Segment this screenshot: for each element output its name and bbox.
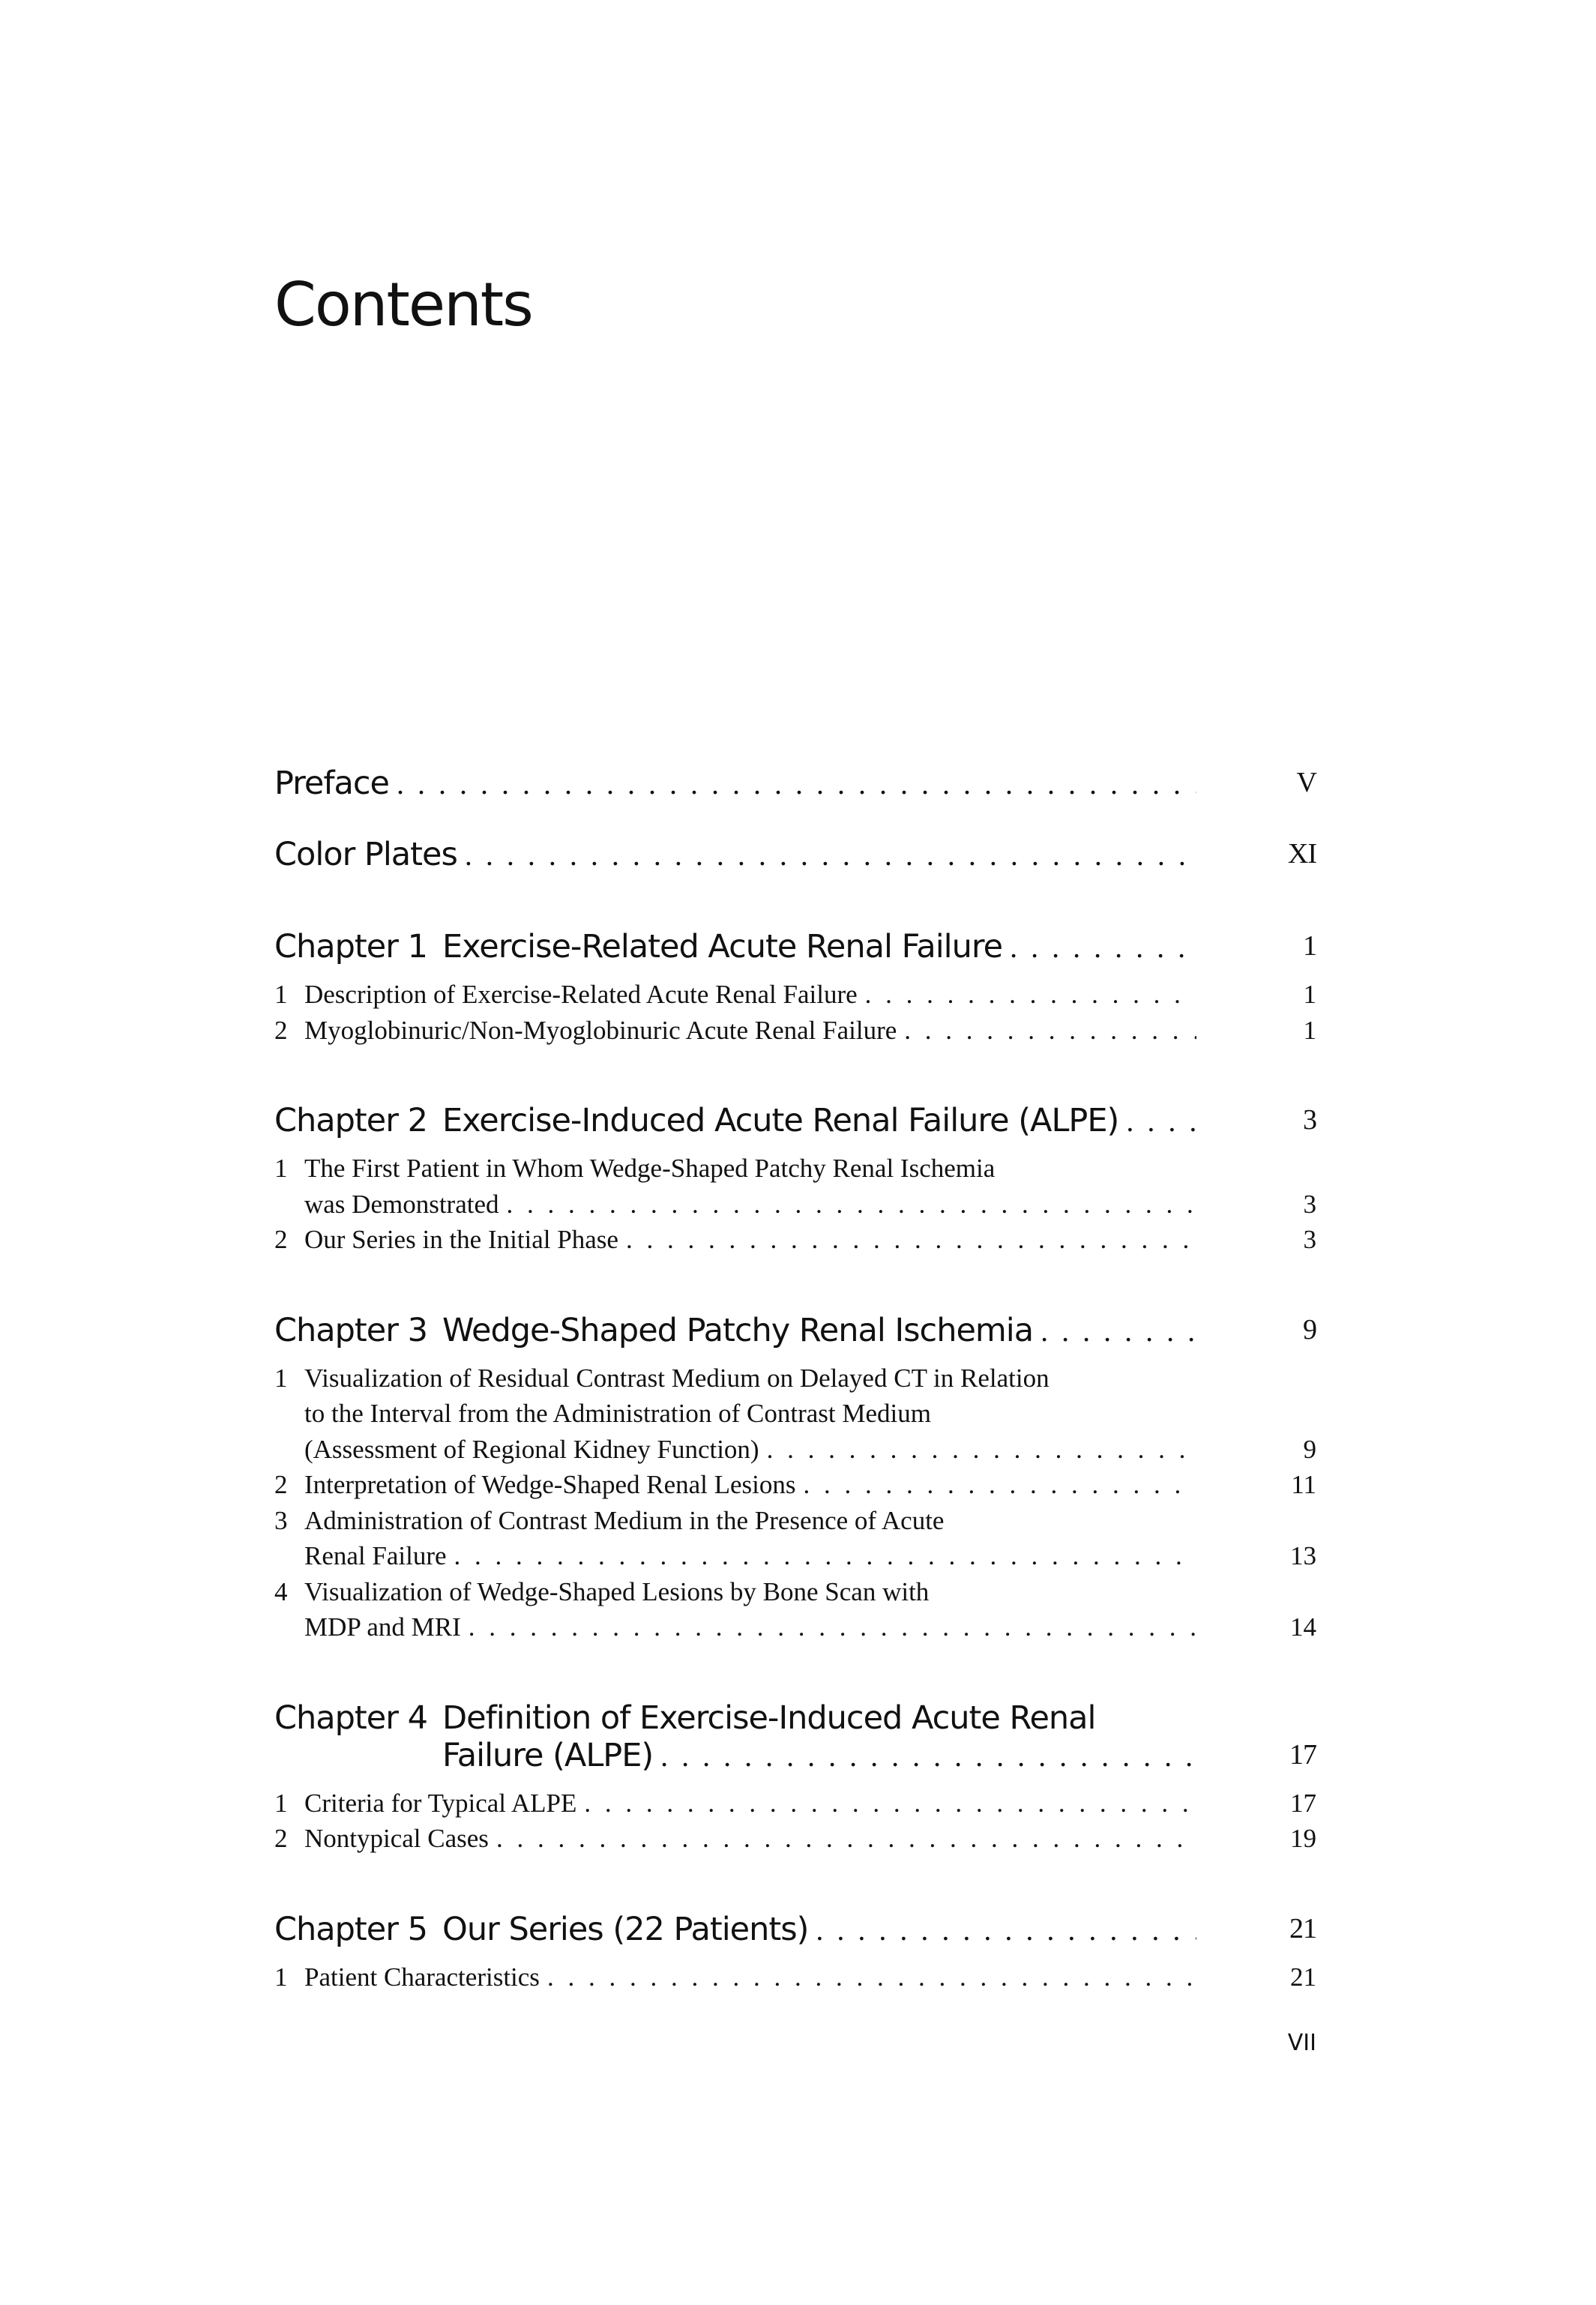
toc-entry[interactable] (274, 1959, 1316, 1995)
chapter-label: Chapter 3 (274, 1311, 427, 1349)
entry-text-line: Visualization of Wedge-Shaped Lesions by Bone Scan with (304, 1576, 930, 1606)
toc-front-title: Preface (274, 765, 389, 802)
entry-number: 2 (274, 1015, 288, 1045)
dot-leader (767, 1432, 1196, 1468)
entry-text: Renal Failure (304, 1541, 447, 1570)
chapter-2-block (274, 1102, 1316, 1258)
chapter-4-heading[interactable] (274, 1699, 1316, 1775)
dot-leader (465, 837, 1196, 874)
entry-text-line: Visualization of Residual Contrast Medium on Delayed CT in Relation (304, 1363, 1050, 1393)
chapter-3-block (274, 1312, 1316, 1645)
chapter-label: Chapter 1 (274, 928, 427, 965)
toc-page-number: 9 (1303, 1313, 1316, 1346)
entry-text: Nontypical Cases (304, 1824, 489, 1853)
dot-leader (397, 765, 1196, 803)
toc-page-number: 9 (1303, 1434, 1316, 1464)
dot-leader (469, 1609, 1196, 1645)
entry-number: 1 (274, 980, 288, 1009)
toc-front-color-plates[interactable] (274, 836, 1316, 874)
page-title: Contents (274, 270, 532, 340)
chapter-1-heading[interactable] (274, 928, 1316, 966)
table-of-contents (274, 765, 1316, 1995)
entry-text-line: to the Interval from the Administration of Contrast Medium (304, 1399, 931, 1428)
toc-page-number: 21 (1290, 1962, 1316, 1992)
entry-number: 4 (274, 1576, 288, 1606)
toc-page-number: 3 (1303, 1225, 1316, 1254)
toc-page-number: 11 (1291, 1470, 1316, 1499)
chapter-5-heading[interactable] (274, 1911, 1316, 1949)
toc-entry[interactable] (274, 1821, 1316, 1857)
dot-leader (1010, 929, 1196, 966)
toc-page-number: 14 (1290, 1612, 1316, 1642)
entry-text-line: Administration of Contrast Medium in the Presence of Acute (304, 1505, 945, 1535)
chapter-2-heading[interactable] (274, 1102, 1316, 1140)
entry-number: 1 (274, 1154, 288, 1183)
entry-number: 1 (274, 1962, 288, 1992)
chapter-title: Exercise-Induced Acute Renal Failure (ALPE) (442, 1102, 1119, 1139)
chapter-4-block (274, 1699, 1316, 1857)
entry-text: was Demonstrated (304, 1189, 499, 1219)
entry-number: 2 (274, 1824, 288, 1853)
entry-text: Criteria for Typical ALPE (304, 1788, 577, 1818)
dot-leader (1041, 1313, 1196, 1350)
toc-page-number: V (1296, 767, 1316, 798)
entry-text: Myoglobinuric/Non-Myoglobinuric Acute Renal Failure (304, 1015, 897, 1045)
entry-text: Interpretation of Wedge-Shaped Renal Lesions (304, 1470, 796, 1499)
toc-front-title: Color Plates (274, 836, 457, 873)
dot-leader (584, 1786, 1196, 1822)
chapter-5-block (274, 1911, 1316, 1995)
dot-leader (626, 1222, 1196, 1258)
toc-page-number: 13 (1290, 1541, 1316, 1570)
chapter-title: Wedge-Shaped Patchy Renal Ischemia (442, 1311, 1034, 1349)
dot-leader (904, 1013, 1196, 1049)
toc-page-number: 1 (1303, 980, 1316, 1009)
chapter-label: Chapter 2 (274, 1102, 427, 1139)
entry-number: 2 (274, 1225, 288, 1254)
dot-leader (1126, 1103, 1196, 1140)
toc-entry[interactable] (274, 1222, 1316, 1258)
toc-page-number: 19 (1290, 1824, 1316, 1853)
toc-entry[interactable] (274, 1503, 1316, 1574)
toc-entry[interactable] (274, 1151, 1316, 1222)
dot-leader (865, 977, 1196, 1013)
toc-entry[interactable] (274, 1013, 1316, 1049)
entry-text: Description of Exercise-Related Acute Renal Failure (304, 980, 858, 1009)
toc-entry[interactable] (274, 977, 1316, 1013)
toc-page-number: 1 (1303, 930, 1316, 962)
dot-leader (454, 1538, 1196, 1574)
toc-page-number: 3 (1303, 1189, 1316, 1219)
toc-page-number: 17 (1290, 1788, 1316, 1818)
entry-text: Our Series in the Initial Phase (304, 1225, 618, 1254)
chapter-1-block (274, 928, 1316, 1048)
toc-page-number: XI (1287, 838, 1316, 870)
chapter-3-heading[interactable] (274, 1312, 1316, 1350)
entry-text: MDP and MRI (304, 1612, 461, 1642)
dot-leader (496, 1821, 1196, 1857)
entry-number: 1 (274, 1363, 288, 1393)
toc-page-number: 3 (1303, 1104, 1316, 1136)
entry-text: (Assessment of Regional Kidney Function) (304, 1434, 759, 1464)
dot-leader (547, 1959, 1196, 1995)
entry-number: 3 (274, 1505, 288, 1535)
chapter-title: Exercise-Related Acute Renal Failure (442, 928, 1003, 965)
page-folio: VII (1287, 2030, 1316, 2056)
toc-page-number: 21 (1289, 1912, 1316, 1944)
entry-number: 2 (274, 1470, 288, 1499)
toc-front-preface[interactable] (274, 765, 1316, 803)
dot-leader (804, 1467, 1197, 1503)
entry-text: Patient Characteristics (304, 1962, 540, 1992)
chapter-title-line: Definition of Exercise-Induced Acute Renal (442, 1699, 1096, 1737)
chapter-label: Chapter 4 (274, 1699, 427, 1737)
dot-leader (507, 1187, 1196, 1223)
entry-number: 1 (274, 1788, 288, 1818)
toc-entry[interactable] (274, 1574, 1316, 1645)
dot-leader (660, 1738, 1196, 1775)
chapter-title-line: Failure (ALPE) (442, 1736, 654, 1774)
toc-entry[interactable] (274, 1467, 1316, 1503)
toc-page-number: 17 (1289, 1738, 1316, 1771)
toc-page-number: 1 (1303, 1015, 1316, 1045)
toc-entry[interactable] (274, 1786, 1316, 1822)
chapter-title: Our Series (22 Patients) (442, 1910, 809, 1948)
entry-text-line: The First Patient in Whom Wedge-Shaped Patchy Renal Ischemia (304, 1154, 996, 1183)
dot-leader (816, 1911, 1196, 1949)
toc-entry[interactable] (274, 1361, 1316, 1468)
chapter-label: Chapter 5 (274, 1910, 427, 1948)
